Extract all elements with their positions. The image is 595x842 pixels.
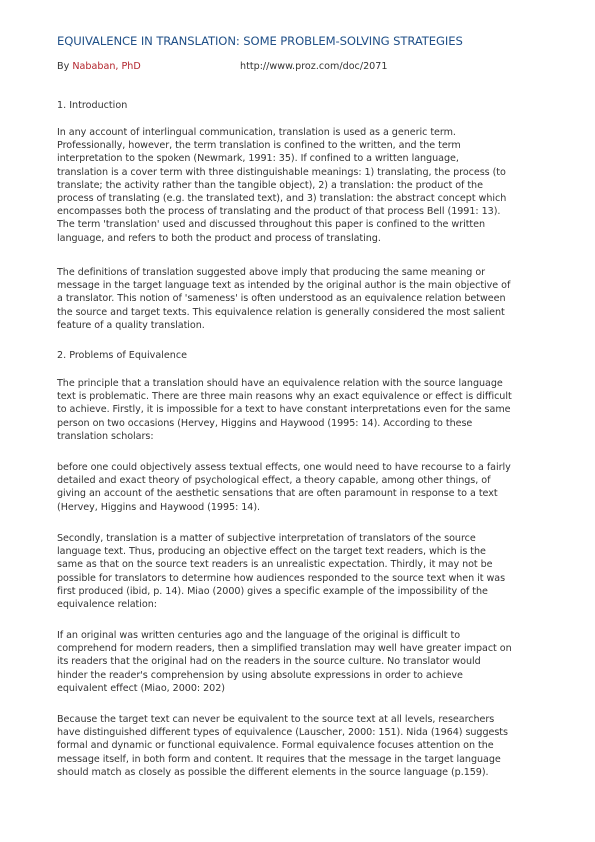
text-line: text is problematic. There are three main reasons why an exact equivalence or effect is difficult <box>57 391 512 403</box>
section-heading-introduction: 1. Introduction <box>57 100 128 111</box>
text-line: The term 'translation' used and discussed throughout this paper is confined to the written <box>57 219 486 231</box>
paragraph-intro-1 <box>57 126 542 245</box>
text-line: translation scholars: <box>57 430 154 442</box>
text-line: message itself, in both form and content. It requires that the message in the target language <box>57 753 501 765</box>
paragraph-problems-3 <box>57 713 542 779</box>
byline <box>57 61 141 72</box>
text-line: its readers that the original had on the readers in the source culture. No translator would <box>57 656 481 668</box>
text-line: should match as closely as possible the different elements in the source language (p.159). <box>57 766 489 778</box>
paragraph-problems-2 <box>57 532 542 611</box>
text-line: the source and target texts. This equivalence relation is generally considered the most salient <box>57 306 505 318</box>
text-line: language text. Thus, producing an objective effect on the target text readers, which is the <box>57 546 486 558</box>
quote-block-1 <box>57 461 542 514</box>
text-line: same as that on the source text readers is an unrealistic expectation. Thirdly, it may not be <box>57 559 493 571</box>
text-line: to achieve. Firstly, it is impossible for a text to have constant interpretations even for the same <box>57 404 511 416</box>
text-line: translation is a cover term with three distinguishable meanings: 1) translating, the process (to <box>57 166 506 178</box>
text-line: encompasses both the process of translating and the product of that process Bell (1991: 13). <box>57 206 501 218</box>
text-line: a translator. This notion of 'sameness' is often understood as an equivalence relation between <box>57 293 506 305</box>
text-line: first produced (ibid, p. 14). Miao (2000) gives a specific example of the impossibility of the <box>57 585 488 597</box>
text-line: In any account of interlingual communication, translation is used as a generic term. <box>57 127 456 138</box>
quote-block-2 <box>57 629 542 695</box>
text-line: have distinguished different types of equivalence (Lauscher, 2000: 151). Nida (1964) suggests <box>57 727 508 739</box>
text-line: person on two occasions (Hervey, Higgins and Haywood (1995: 14). According to these <box>57 417 473 429</box>
document-title: EQUIVALENCE IN TRANSLATION: SOME PROBLEM-SOLVING STRATEGIES <box>57 34 463 48</box>
text-line: If an original was written centuries ago and the language of the original is difficult to <box>57 630 461 641</box>
paragraph-intro-2 <box>57 266 542 332</box>
by-label: By <box>57 61 70 72</box>
text-line: language, and refers to both the product and process of translating. <box>57 232 381 244</box>
text-line: Secondly, translation is a matter of subjective interpretation of translators of the source <box>57 533 476 544</box>
text-line: formal and dynamic or functional equivalence. Formal equivalence focuses attention on the <box>57 740 494 752</box>
text-line: hinder the reader's comprehension by using absolute expressions in order to achieve <box>57 669 463 681</box>
text-line: equivalence relation: <box>57 599 157 611</box>
text-line: translate; the activity rather than the tangible object), 2) a translation: the product of the <box>57 179 483 191</box>
text-line: feature of a quality translation. <box>57 319 205 331</box>
text-line: before one could objectively assess textual effects, one would need to have recourse to a fairly <box>57 462 511 473</box>
text-line: The principle that a translation should have an equivalence relation with the source language <box>57 378 503 389</box>
author-name: Nababan, PhD <box>72 61 141 72</box>
text-line: interpretation to the spoken (Newmark, 1991: 35). If confined to a written language, <box>57 153 459 165</box>
text-line: Professionally, however, the term translation is confined to the written, and the term <box>57 140 461 152</box>
text-line: possible for translators to determine how audiences responded to the source text when it was <box>57 572 506 584</box>
source-url: http://www.proz.com/doc/2071 <box>240 61 388 72</box>
section-heading-problems: 2. Problems of Equivalence <box>57 350 188 361</box>
text-line: message in the target language text as intended by the original author is the main objective of <box>57 280 511 292</box>
paragraph-problems-1 <box>57 377 542 443</box>
text-line: The definitions of translation suggested above imply that producing the same meaning or <box>57 267 486 278</box>
text-line: detailed and exact theory of psychological effect, a theory capable, among other things, of <box>57 475 491 487</box>
text-line: (Hervey, Higgins and Haywood (1995: 14). <box>57 501 261 513</box>
text-line: equivalent effect (Miao, 2000: 202) <box>57 682 225 694</box>
text-line: process of translating (e.g. the translated text), and 3) translation: the abstract concept which <box>57 193 507 205</box>
text-line: Because the target text can never be equivalent to the source text at all levels, researchers <box>57 714 495 725</box>
text-line: comprehend for modern readers, then a simplified translation may well have greater impact on <box>57 643 512 655</box>
text-line: giving an account of the aesthetic sensations that are often paramount in response to a text <box>57 488 498 500</box>
